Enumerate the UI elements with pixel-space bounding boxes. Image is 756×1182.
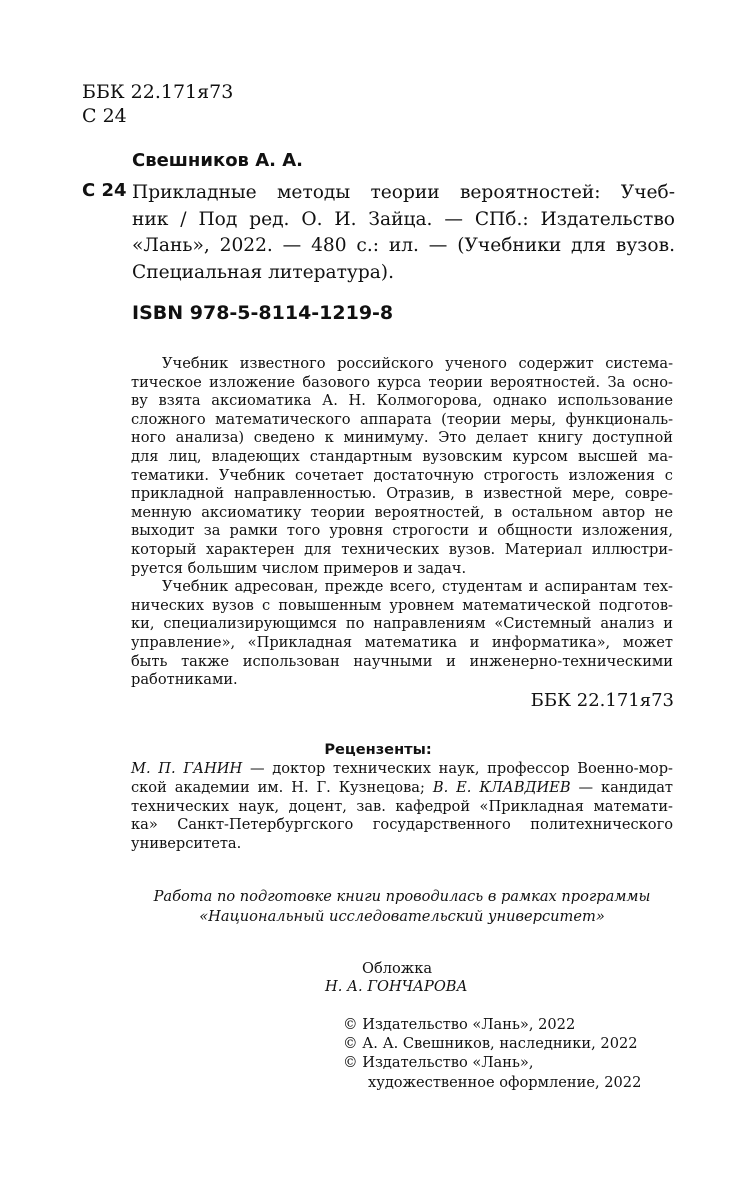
bibliographic-description [132,180,675,286]
abstract-line: нических вузов с повышенным уровнем математической подготов- [131,596,673,614]
abstract-line: управление», «Прикладная математика и информатика», может [131,633,673,651]
abstract-line: руется большим числом примеров и задач. [131,559,467,577]
abstract-line: ки, специализирующимся по направлениям «Системный анализ и [131,615,673,633]
abstract-line: сложного математического аппарата (теории меры, функциональ- [131,410,673,428]
abstract-line: выходит за рамки того уровня строгости и общности изложения, [131,522,673,540]
reviewer-line: университета. [131,835,242,853]
abstract-line: Учебник известного российского ученого содержит система- [162,355,673,372]
reviewer-line: технических наук, доцент, зав. кафедрой «Прикладная математи- [131,797,673,815]
copyright-line: © Издательство «Лань», [343,1054,534,1072]
abstract-line: тематики. Учебник сочетает достаточную строгость изложения с [131,466,673,484]
bbk-index-bottom: ББК 22.171я73 [530,690,674,711]
reviewers-text [131,760,673,854]
program-note-line: Работа по подготовке книги проводилась в рамках программы [153,888,651,905]
abstract-line: быть также использован научными и инженерно-техническими [131,652,673,670]
bbk-code: ББК 22.171я73 [82,81,234,103]
author-mark-code: С 24 [82,180,127,201]
abstract-line: работниками. [131,671,238,689]
abstract-line: прикладной направленностью. Отразив, в известной мере, совре- [131,485,673,503]
description-line: ник / Под ред. О. И. Зайца. — СПб.: Издательство [132,208,675,230]
program-note [0,887,756,927]
reviewer-line: М. П. ГАНИН — доктор технических наук, профессор Военно-мор- [131,760,673,777]
copyright-line: © Издательство «Лань», 2022 [343,1016,576,1033]
isbn: ISBN 978-5-8114-1219-8 [132,302,394,324]
abstract-line: менную аксиоматику теории вероятностей, в остальном автор не [131,503,673,521]
cover-label: Обложка [362,960,433,977]
copyright-line: художественное оформление, 2022 [368,1073,642,1091]
author-name: Свешников А. А. [132,150,304,171]
abstract-line: который характерен для технических вузов. Материал иллюстри- [131,540,673,558]
bbk-index-top [82,80,233,128]
description-line: Прикладные методы теории вероятностей: Учеб- [132,182,675,203]
abstract-line: ного анализа) сведено к минимуму. Это делает книгу доступной [131,429,673,447]
abstract-line: Учебник адресован, прежде всего, студентам и аспирантам тех- [162,578,673,596]
abstract-line: ву взята аксиоматика А. Н. Колмогорова, однако использование [131,392,673,410]
author-mark: С 24 [82,105,127,127]
copyright-line: © А. А. Свешников, наследники, 2022 [343,1035,638,1053]
description-line: Специальная литература). [132,261,394,283]
reviewer-line: ской академии им. Н. Г. Кузнецова; В. Е. КЛАВДИЕВ — кандидат [131,778,673,796]
program-note-line: «Национальный исследовательский университет» [199,908,605,925]
copyright-block [343,1015,641,1092]
abstract [131,355,673,690]
reviewers-heading: Рецензенты: [324,741,432,758]
abstract-line: тическое изложение базового курса теории вероятностей. За осно- [131,373,673,391]
reviewer-line: ка» Санкт-Петербургского государственного политехнического [131,816,673,834]
description-line: «Лань», 2022. — 480 с.: ил. — (Учебники для вузов. [132,235,675,256]
reviewer-name: М. П. ГАНИН [131,760,243,777]
cover-artist: Н. А. ГОНЧАРОВА [325,978,468,995]
abstract-line: для лиц, владеющих стандартным вузовским курсом высшей ма- [131,447,673,465]
reviewer-name: В. Е. КЛАВДИЕВ [432,778,571,796]
